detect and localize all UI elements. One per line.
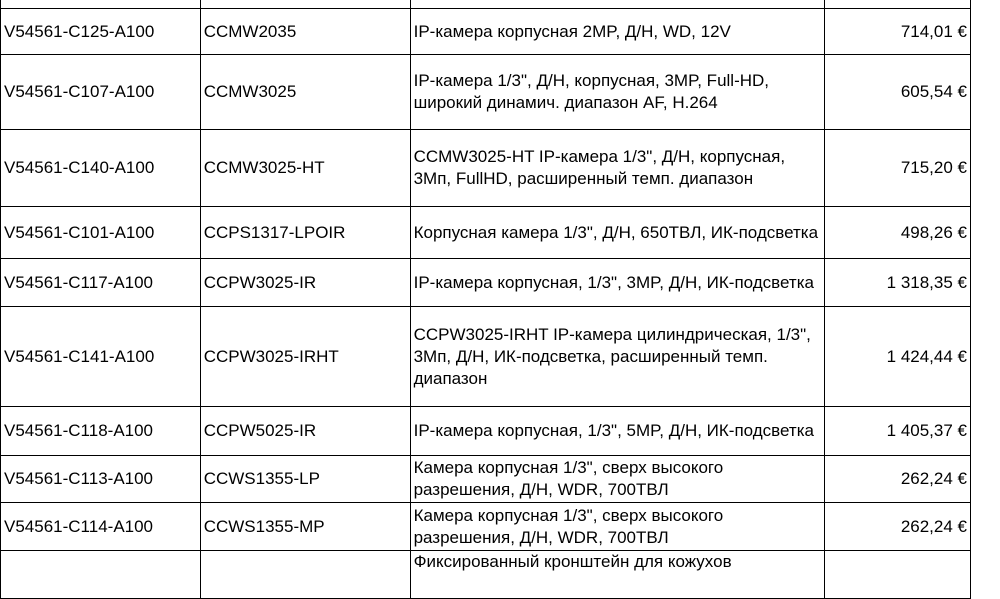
model-code-cell: CCPW3025-IR bbox=[200, 259, 410, 307]
model-code-cell: CCWS1355-MP bbox=[200, 503, 410, 551]
description-cell: CCPW3025-IRHT IP-камера цилиндрическая, 1/3", 3Мп, Д/Н, ИК-подсветка, расширенный темп. диапазон bbox=[410, 307, 825, 407]
model-code-cell: CCPS1317-LPOIR bbox=[200, 207, 410, 259]
price-cell: 1 405,37 € bbox=[825, 407, 971, 456]
article-cell: V54561-C107-A100 bbox=[1, 55, 201, 130]
description-cell: Фиксированный кронштейн для кожухов bbox=[410, 551, 825, 599]
price-cell: 262,24 € bbox=[825, 503, 971, 551]
article-cell: V54561-C140-A100 bbox=[1, 130, 201, 207]
article-cell: V54561-C117-A100 bbox=[1, 259, 201, 307]
price-cell: 605,54 € bbox=[825, 55, 971, 130]
article-cell bbox=[1, 0, 201, 9]
table-row bbox=[1, 0, 971, 9]
description-cell: IP-камера корпусная 2MP, Д/Н, WD, 12V bbox=[410, 9, 825, 55]
price-cell: 1 318,35 € bbox=[825, 259, 971, 307]
article-cell: V54561-C118-A100 bbox=[1, 407, 201, 456]
table-row bbox=[1, 407, 971, 456]
price-cell: 1 424,44 € bbox=[825, 307, 971, 407]
description-cell bbox=[410, 0, 825, 9]
price-cell: 262,24 € bbox=[825, 456, 971, 503]
table-row bbox=[1, 259, 971, 307]
price-cell bbox=[825, 551, 971, 599]
table-row bbox=[1, 551, 971, 599]
price-cell: 715,20 € bbox=[825, 130, 971, 207]
model-code-cell bbox=[200, 551, 410, 599]
model-code-cell: CCPW5025-IR bbox=[200, 407, 410, 456]
table-row bbox=[1, 503, 971, 551]
model-code-cell: CCMW3025 bbox=[200, 55, 410, 130]
article-cell: V54561-C141-A100 bbox=[1, 307, 201, 407]
description-cell: IP-камера 1/3", Д/Н, корпусная, 3MP, Full-HD, широкий динамич. диапазон AF, H.264 bbox=[410, 55, 825, 130]
article-cell: V54561-C101-A100 bbox=[1, 207, 201, 259]
table-row bbox=[1, 207, 971, 259]
article-cell: V54561-C113-A100 bbox=[1, 456, 201, 503]
article-cell bbox=[1, 551, 201, 599]
table-row bbox=[1, 55, 971, 130]
model-code-cell bbox=[200, 0, 410, 9]
model-code-cell: CCWS1355-LP bbox=[200, 456, 410, 503]
price-cell bbox=[825, 0, 971, 9]
article-cell: V54561-C114-A100 bbox=[1, 503, 201, 551]
model-code-cell: CCPW3025-IRHT bbox=[200, 307, 410, 407]
model-code-cell: CCMW3025-HT bbox=[200, 130, 410, 207]
table-row bbox=[1, 9, 971, 55]
table-row bbox=[1, 307, 971, 407]
table-row bbox=[1, 456, 971, 503]
price-cell: 498,26 € bbox=[825, 207, 971, 259]
model-code-cell: CCMW2035 bbox=[200, 9, 410, 55]
description-cell: Камера корпусная 1/3", сверх высокого разрешения, Д/Н, WDR, 700ТВЛ bbox=[410, 456, 825, 503]
description-cell: CCMW3025-HT IP-камера 1/3", Д/Н, корпусная, 3Мп, FullHD, расширенный темп. диапазон bbox=[410, 130, 825, 207]
table-row bbox=[1, 130, 971, 207]
description-cell: Камера корпусная 1/3", сверх высокого разрешения, Д/Н, WDR, 700ТВЛ bbox=[410, 503, 825, 551]
article-cell: V54561-C125-A100 bbox=[1, 9, 201, 55]
description-cell: IP-камера корпусная, 1/3", 5MP, Д/Н, ИК-подсветка bbox=[410, 407, 825, 456]
description-cell: IP-камера корпусная, 1/3", 3MP, Д/Н, ИК-подсветка bbox=[410, 259, 825, 307]
price-cell: 714,01 € bbox=[825, 9, 971, 55]
description-cell: Корпусная камера 1/3", Д/Н, 650ТВЛ, ИК-подсветка bbox=[410, 207, 825, 259]
